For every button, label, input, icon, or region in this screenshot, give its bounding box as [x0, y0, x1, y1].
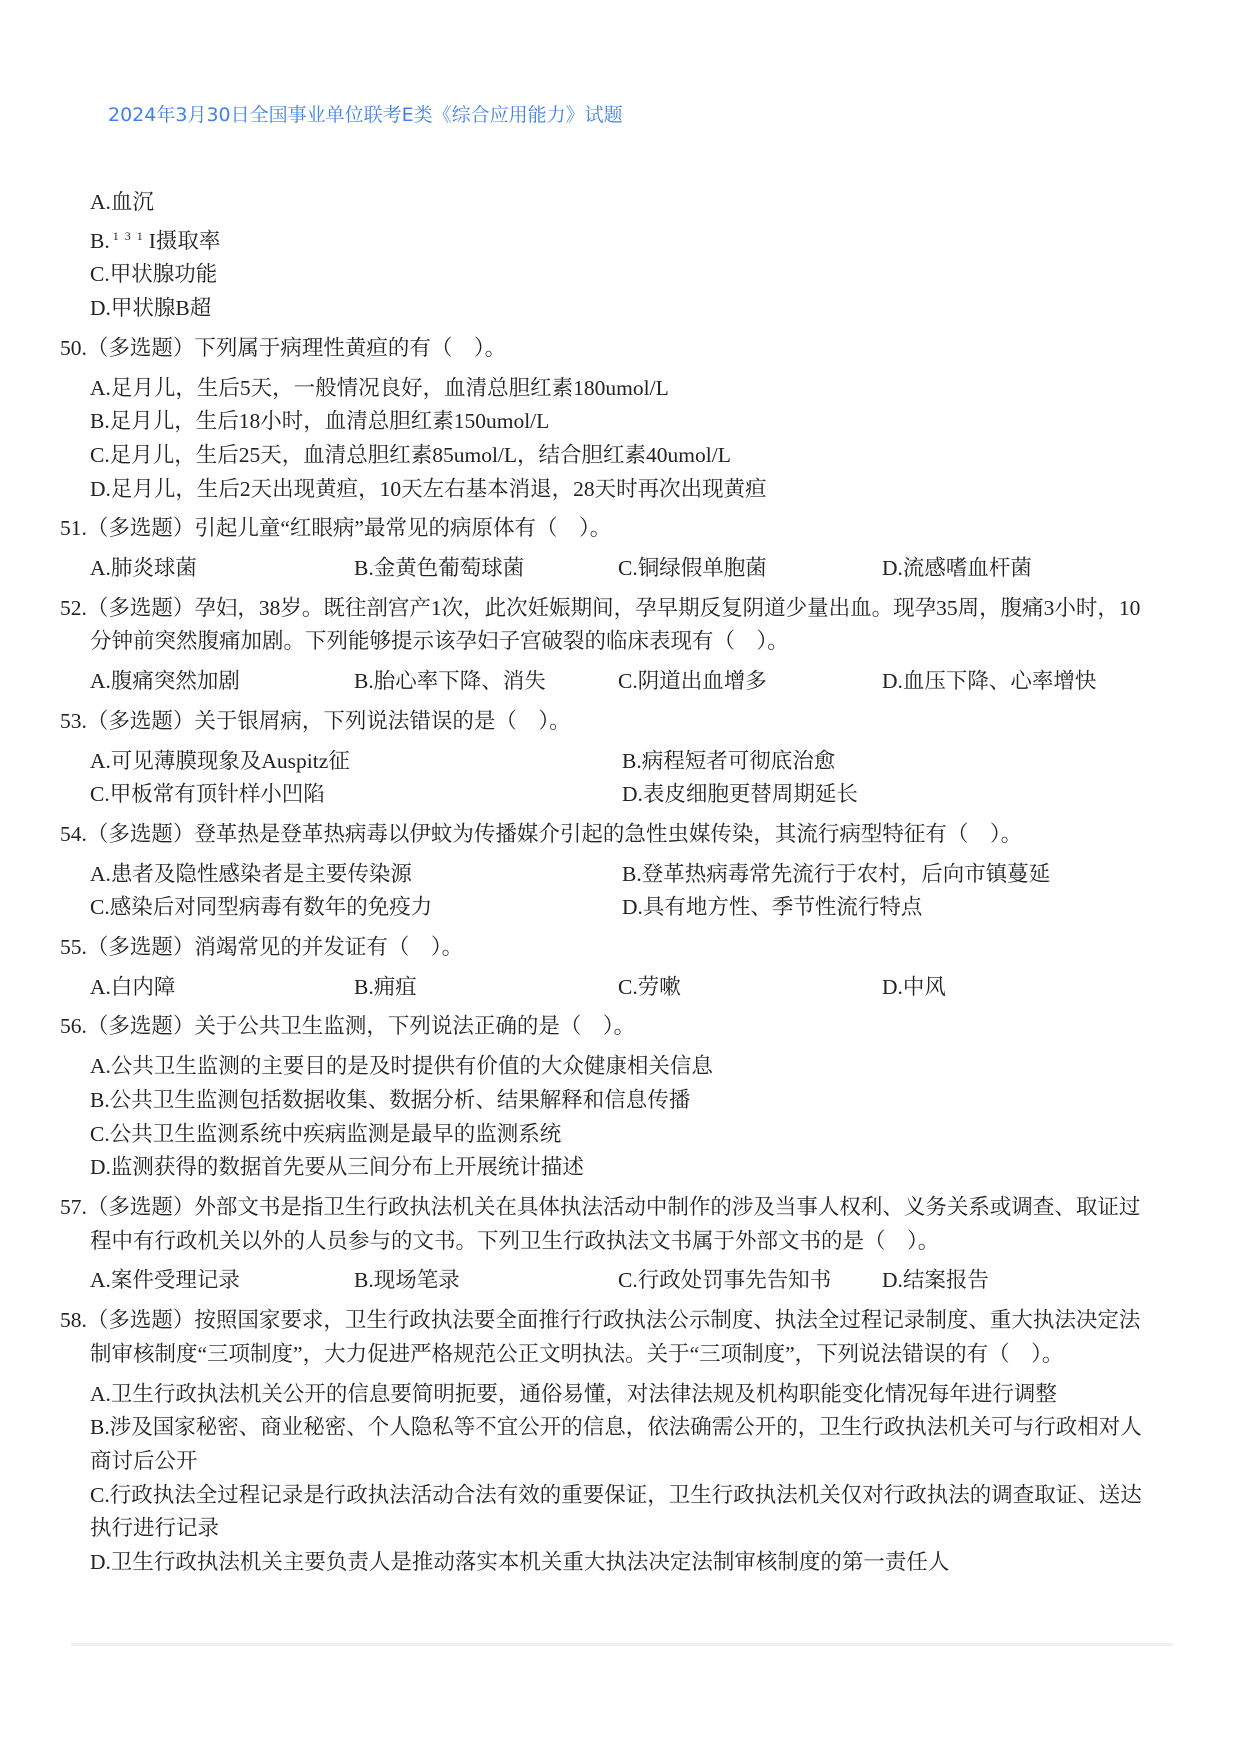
option-b: B.金黄色葡萄球菌	[354, 556, 525, 581]
option-c: C.行政处罚事先告知书	[618, 1268, 832, 1293]
question-58: 58.（多选题）按照国家要求，卫生行政执法要全面推行行政执法公示制度、执法全过程记录制度、重大执法决定法制审核制度“三项制度”，大力促进严格规范公正文明执法。关于“三项制度”，下列说法错误的有（ ）。	[60, 1308, 1141, 1366]
question-57: 57.（多选题）外部文书是指卫生行政执法机关在具体执法活动中制作的涉及当事人权利、义务关系或调查、取证过程中有行政机关以外的人员参与的文书。下列卫生行政执法文书属于外部文书的是（ ）。	[60, 1194, 1141, 1253]
option-d: D.表皮细胞更替周期延长	[622, 782, 858, 807]
option-d: D.中风	[882, 974, 946, 999]
question-56: 56.（多选题）关于公共卫生监测，下列说法正确的是（ ）。	[60, 1014, 636, 1039]
page-divider	[71, 1643, 1173, 1646]
option-d: D.血压下降、心率增快	[882, 669, 1097, 694]
question-51: 51.（多选题）引起儿童“红眼病”最常见的病原体有（ ）。	[60, 516, 612, 541]
q55-options	[60, 971, 1146, 1005]
option-c: C.感染后对同型病毒有数年的免疫力	[90, 895, 433, 920]
question-list	[60, 186, 1146, 1580]
q56-options	[60, 1050, 1146, 1185]
option-b-text: I摄取率	[148, 228, 221, 253]
q58-options	[60, 1378, 1146, 1580]
option-b: B.胎心率下降、消失	[354, 669, 546, 694]
option-a: A.患者及隐性感染者是主要传染源	[90, 861, 412, 886]
option-d: D.甲状腺B超	[90, 296, 212, 321]
question-55: 55.（多选题）消竭常见的并发证有（ ）。	[60, 935, 464, 960]
option-b: B.登革热病毒常先流行于农村，后向市镇蔓延	[622, 861, 1051, 886]
option-a: A.足月儿，生后5天，一般情况良好，血清总胆红素180umol/L	[90, 375, 669, 400]
option-c: C.甲状腺功能	[90, 262, 218, 287]
isotope-superscript: 131	[112, 228, 149, 243]
option-c: C.阴道出血增多	[618, 669, 767, 694]
option-c: C.足月儿，生后25天，血清总胆红素85umol/L，结合胆红素40umol/L	[90, 442, 731, 467]
option-a: A.白内障	[90, 974, 176, 999]
option-d: D.卫生行政执法机关主要负责人是推动落实本机关重大执法决定法制审核制度的第一责任人	[90, 1550, 950, 1575]
option-a: A.案件受理记录	[90, 1268, 240, 1293]
option-b: B.痈疽	[354, 974, 417, 999]
q49-options	[60, 186, 1146, 326]
q50-options	[60, 372, 1146, 507]
option-c: C.公共卫生监测系统中疾病监测是最早的监测系统	[90, 1121, 562, 1146]
question-50: 50.（多选题）下列属于病理性黄疸的有（ ）。	[60, 335, 507, 360]
option-a: A.血沉	[90, 190, 154, 214]
question-52: 52.（多选题）孕妇，38岁。既往剖宫产1次，此次妊娠期间，孕早期反复阴道少量出血。现孕35周，腹痛3小时，10分钟前突然腹痛加剧。下列能够提示该孕妇子宫破裂的临床表现有（ ）。	[60, 595, 1141, 654]
option-a: A.公共卫生监测的主要目的是及时提供有价值的大众健康相关信息	[90, 1054, 713, 1079]
option-c: C.甲板常有顶针样小凹陷	[90, 782, 325, 807]
option-b: B.足月儿，生后18小时，血清总胆红素150umol/L	[90, 409, 550, 434]
option-c: C.行政执法全过程记录是行政执法活动合法有效的重要保证，卫生行政执法机关仅对行政执法的调查取证、送达执行进行记录	[90, 1482, 1142, 1541]
option-a: A.可见薄膜现象及Auspitz征	[90, 748, 350, 773]
option-c: C.劳嗽	[618, 974, 681, 999]
option-d: D.流感嗜血杆菌	[882, 556, 1032, 581]
option-a: A.肺炎球菌	[90, 556, 197, 581]
question-54: 54.（多选题）登革热是登革热病毒以伊蚊为传播媒介引起的急性虫媒传染，其流行病型特征有（ ）。	[60, 821, 1023, 846]
option-c: C.铜绿假单胞菌	[618, 556, 767, 581]
option-b-prefix: B.	[90, 228, 110, 253]
q57-options	[60, 1264, 1146, 1298]
option-a: A.卫生行政执法机关公开的信息要简明扼要，通俗易懂，对法律法规及机构职能变化情况每年进行调整	[90, 1381, 1057, 1406]
option-d: D.足月儿，生后2天出现黄疸，10天左右基本消退，28天时再次出现黄疸	[90, 476, 767, 501]
q54-options	[60, 858, 1146, 925]
question-53: 53.（多选题）关于银屑病，下列说法错误的是（ ）。	[60, 708, 571, 733]
option-d: D.监测获得的数据首先要从三间分布上开展统计描述	[90, 1155, 584, 1180]
q52-options	[60, 665, 1146, 699]
option-d: D.具有地方性、季节性流行特点	[622, 895, 923, 920]
option-a: A.腹痛突然加剧	[90, 669, 240, 694]
document-title: 2024年3月30日全国事业单位联考E类《综合应用能力》试题	[108, 104, 623, 126]
option-b: B.涉及国家秘密、商业秘密、个人隐私等不宜公开的信息，依法确需公开的，卫生行政执法机关可与行政相对人商讨后公开	[90, 1415, 1142, 1473]
option-b	[90, 220, 1146, 259]
q53-options	[60, 745, 1146, 812]
option-b: B.现场笔录	[354, 1268, 460, 1293]
option-d: D.结案报告	[882, 1268, 989, 1293]
option-b: B.公共卫生监测包括数据收集、数据分析、结果解释和信息传播	[90, 1087, 691, 1112]
q51-options	[60, 552, 1146, 586]
option-b: B.病程短者可彻底治愈	[622, 748, 836, 773]
